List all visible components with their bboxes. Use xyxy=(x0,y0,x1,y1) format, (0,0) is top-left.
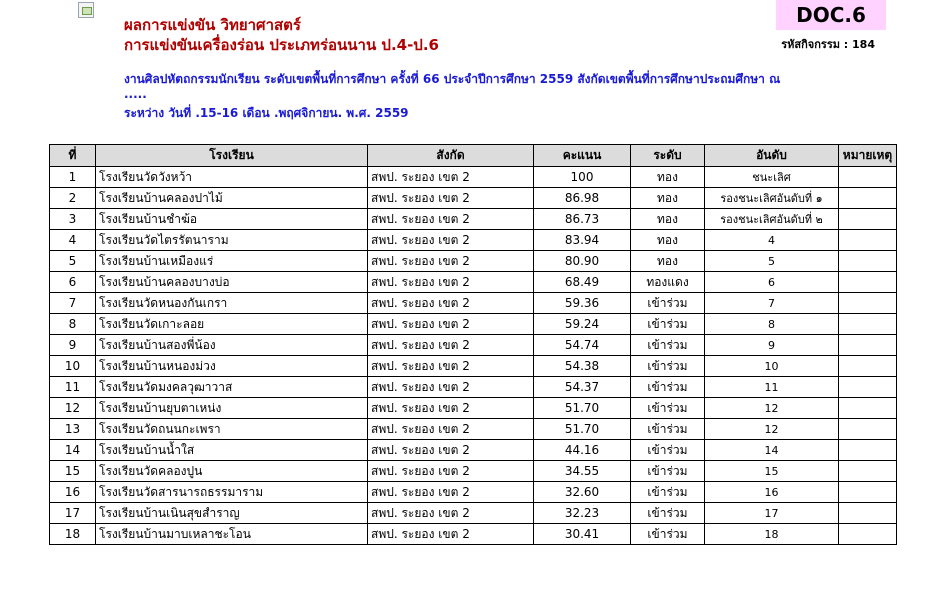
cell-note xyxy=(839,209,897,230)
cell-score: 30.41 xyxy=(534,524,631,545)
cell-affiliation: สพป. ระยอง เขต 2 xyxy=(368,335,534,356)
cell-affiliation: สพป. ระยอง เขต 2 xyxy=(368,398,534,419)
cell-no: 15 xyxy=(50,461,96,482)
cell-no: 9 xyxy=(50,335,96,356)
cell-note xyxy=(839,251,897,272)
cell-score: 34.55 xyxy=(534,461,631,482)
table-row xyxy=(50,398,897,419)
cell-affiliation: สพป. ระยอง เขต 2 xyxy=(368,209,534,230)
cell-note xyxy=(839,440,897,461)
cell-score: 100 xyxy=(534,167,631,188)
column-header-score: คะแนน xyxy=(534,145,631,167)
page-title: ผลการแข่งขัน วิทยาศาสตร์ xyxy=(124,16,301,34)
cell-note xyxy=(839,335,897,356)
cell-school: โรงเรียนวัดมงคลวุฒาวาส xyxy=(96,377,368,398)
cell-level: ทอง xyxy=(631,209,705,230)
cell-no: 18 xyxy=(50,524,96,545)
event-dates: ระหว่าง วันที่ .15-16 เดือน .พฤศจิกายน. พ.ศ. 2559 xyxy=(124,106,409,120)
cell-score: 59.36 xyxy=(534,293,631,314)
table-row xyxy=(50,356,897,377)
cell-rank: 15 xyxy=(705,461,839,482)
column-header-level: ระดับ xyxy=(631,145,705,167)
cell-no: 10 xyxy=(50,356,96,377)
cell-level: ทอง xyxy=(631,251,705,272)
column-header-no: ที่ xyxy=(50,145,96,167)
table-header-row xyxy=(50,145,897,167)
cell-note xyxy=(839,314,897,335)
cell-note xyxy=(839,503,897,524)
cell-no: 7 xyxy=(50,293,96,314)
table-row xyxy=(50,251,897,272)
cell-score: 32.23 xyxy=(534,503,631,524)
cell-affiliation: สพป. ระยอง เขต 2 xyxy=(368,440,534,461)
cell-affiliation: สพป. ระยอง เขต 2 xyxy=(368,356,534,377)
cell-level: เข้าร่วม xyxy=(631,293,705,314)
column-header-rank: อันดับ xyxy=(705,145,839,167)
cell-rank: 18 xyxy=(705,524,839,545)
cell-affiliation: สพป. ระยอง เขต 2 xyxy=(368,293,534,314)
cell-score: 44.16 xyxy=(534,440,631,461)
cell-no: 14 xyxy=(50,440,96,461)
cell-rank: 16 xyxy=(705,482,839,503)
cell-level: ทอง xyxy=(631,167,705,188)
cell-rank: 12 xyxy=(705,419,839,440)
cell-level: เข้าร่วม xyxy=(631,482,705,503)
cell-note xyxy=(839,524,897,545)
cell-score: 54.37 xyxy=(534,377,631,398)
cell-level: เข้าร่วม xyxy=(631,524,705,545)
cell-score: 80.90 xyxy=(534,251,631,272)
cell-no: 1 xyxy=(50,167,96,188)
cell-no: 5 xyxy=(50,251,96,272)
column-header-school: โรงเรียน xyxy=(96,145,368,167)
cell-score: 54.38 xyxy=(534,356,631,377)
cell-affiliation: สพป. ระยอง เขต 2 xyxy=(368,167,534,188)
cell-affiliation: สพป. ระยอง เขต 2 xyxy=(368,230,534,251)
cell-affiliation: สพป. ระยอง เขต 2 xyxy=(368,188,534,209)
cell-school: โรงเรียนบ้านเหมืองแร่ xyxy=(96,251,368,272)
cell-rank: รองชนะเลิศอันดับที่ ๒ xyxy=(705,209,839,230)
cell-level: เข้าร่วม xyxy=(631,440,705,461)
cell-score: 51.70 xyxy=(534,398,631,419)
event-info: งานศิลปหัตถกรรมนักเรียน ระดับเขตพื้นที่การศึกษา ครั้งที่ 66 ประจำปีการศึกษา 2559 สังกัดเขตพื้นที่การศึกษาประถมศึกษา ณ ..... xyxy=(124,72,781,101)
cell-school: โรงเรียนบ้านยุบตาเหน่ง xyxy=(96,398,368,419)
broken-image-icon xyxy=(78,2,94,18)
cell-affiliation: สพป. ระยอง เขต 2 xyxy=(368,314,534,335)
cell-level: เข้าร่วม xyxy=(631,356,705,377)
cell-level: เข้าร่วม xyxy=(631,398,705,419)
cell-school: โรงเรียนบ้านหนองม่วง xyxy=(96,356,368,377)
cell-score: 32.60 xyxy=(534,482,631,503)
cell-affiliation: สพป. ระยอง เขต 2 xyxy=(368,251,534,272)
cell-no: 16 xyxy=(50,482,96,503)
activity-code: รหัสกิจกรรม : 184 xyxy=(781,38,875,51)
cell-rank: 5 xyxy=(705,251,839,272)
cell-rank: 8 xyxy=(705,314,839,335)
cell-school: โรงเรียนบ้านเนินสุขสำราญ xyxy=(96,503,368,524)
cell-rank: 14 xyxy=(705,440,839,461)
cell-no: 17 xyxy=(50,503,96,524)
cell-rank: 6 xyxy=(705,272,839,293)
column-header-affiliation: สังกัด xyxy=(368,145,534,167)
cell-school: โรงเรียนวัดคลองปูน xyxy=(96,461,368,482)
cell-level: เข้าร่วม xyxy=(631,335,705,356)
cell-affiliation: สพป. ระยอง เขต 2 xyxy=(368,503,534,524)
cell-no: 13 xyxy=(50,419,96,440)
cell-level: เข้าร่วม xyxy=(631,419,705,440)
cell-level: เข้าร่วม xyxy=(631,503,705,524)
table-row xyxy=(50,209,897,230)
cell-rank: 17 xyxy=(705,503,839,524)
cell-school: โรงเรียนวัดวังหว้า xyxy=(96,167,368,188)
cell-rank: 11 xyxy=(705,377,839,398)
cell-no: 8 xyxy=(50,314,96,335)
cell-school: โรงเรียนวัดสารนารถธรรมาราม xyxy=(96,482,368,503)
table-row xyxy=(50,482,897,503)
cell-no: 3 xyxy=(50,209,96,230)
cell-note xyxy=(839,293,897,314)
cell-score: 83.94 xyxy=(534,230,631,251)
cell-level: ทองแดง xyxy=(631,272,705,293)
cell-no: 4 xyxy=(50,230,96,251)
cell-note xyxy=(839,167,897,188)
cell-level: ทอง xyxy=(631,230,705,251)
cell-rank: รองชนะเลิศอันดับที่ ๑ xyxy=(705,188,839,209)
table-row xyxy=(50,335,897,356)
cell-affiliation: สพป. ระยอง เขต 2 xyxy=(368,482,534,503)
cell-note xyxy=(839,272,897,293)
competition-subtitle: การแข่งขันเครื่องร่อน ประเภทร่อนนาน ป.4-ป.6 xyxy=(124,36,439,54)
table-row xyxy=(50,293,897,314)
cell-affiliation: สพป. ระยอง เขต 2 xyxy=(368,272,534,293)
cell-affiliation: สพป. ระยอง เขต 2 xyxy=(368,419,534,440)
cell-no: 12 xyxy=(50,398,96,419)
cell-affiliation: สพป. ระยอง เขต 2 xyxy=(368,524,534,545)
table-row xyxy=(50,524,897,545)
table-row xyxy=(50,272,897,293)
table-row xyxy=(50,314,897,335)
cell-rank: 4 xyxy=(705,230,839,251)
cell-school: โรงเรียนวัดหนองกันเกรา xyxy=(96,293,368,314)
cell-school: โรงเรียนวัดเกาะลอย xyxy=(96,314,368,335)
cell-school: โรงเรียนบ้านมาบเหลาชะโอน xyxy=(96,524,368,545)
table-row xyxy=(50,503,897,524)
table-row xyxy=(50,377,897,398)
cell-rank: 7 xyxy=(705,293,839,314)
cell-rank: 10 xyxy=(705,356,839,377)
cell-note xyxy=(839,377,897,398)
cell-school: โรงเรียนบ้านชำฆ้อ xyxy=(96,209,368,230)
cell-affiliation: สพป. ระยอง เขต 2 xyxy=(368,377,534,398)
table-row xyxy=(50,188,897,209)
cell-no: 11 xyxy=(50,377,96,398)
cell-school: โรงเรียนบ้านน้ำใส xyxy=(96,440,368,461)
cell-affiliation: สพป. ระยอง เขต 2 xyxy=(368,461,534,482)
table-row xyxy=(50,461,897,482)
cell-score: 68.49 xyxy=(534,272,631,293)
cell-note xyxy=(839,461,897,482)
table-row xyxy=(50,167,897,188)
table-row xyxy=(50,419,897,440)
cell-school: โรงเรียนบ้านสองพี่น้อง xyxy=(96,335,368,356)
cell-note xyxy=(839,188,897,209)
results-table xyxy=(49,144,897,545)
cell-level: เข้าร่วม xyxy=(631,377,705,398)
table-row xyxy=(50,230,897,251)
cell-school: โรงเรียนวัดไตรรัตนาราม xyxy=(96,230,368,251)
cell-note xyxy=(839,230,897,251)
cell-school: โรงเรียนวัดถนนกะเพรา xyxy=(96,419,368,440)
cell-score: 59.24 xyxy=(534,314,631,335)
cell-score: 86.98 xyxy=(534,188,631,209)
cell-level: เข้าร่วม xyxy=(631,461,705,482)
cell-score: 54.74 xyxy=(534,335,631,356)
cell-no: 6 xyxy=(50,272,96,293)
cell-score: 51.70 xyxy=(534,419,631,440)
cell-note xyxy=(839,482,897,503)
column-header-note: หมายเหตุ xyxy=(839,145,897,167)
cell-rank: ชนะเลิศ xyxy=(705,167,839,188)
cell-note xyxy=(839,398,897,419)
cell-note xyxy=(839,419,897,440)
cell-note xyxy=(839,356,897,377)
cell-rank: 12 xyxy=(705,398,839,419)
cell-level: ทอง xyxy=(631,188,705,209)
cell-no: 2 xyxy=(50,188,96,209)
cell-score: 86.73 xyxy=(534,209,631,230)
cell-school: โรงเรียนบ้านคลองปาไม้ xyxy=(96,188,368,209)
table-row xyxy=(50,440,897,461)
doc-badge: DOC.6 xyxy=(776,0,886,30)
cell-level: เข้าร่วม xyxy=(631,314,705,335)
cell-rank: 9 xyxy=(705,335,839,356)
cell-school: โรงเรียนบ้านคลองบางบ่อ xyxy=(96,272,368,293)
